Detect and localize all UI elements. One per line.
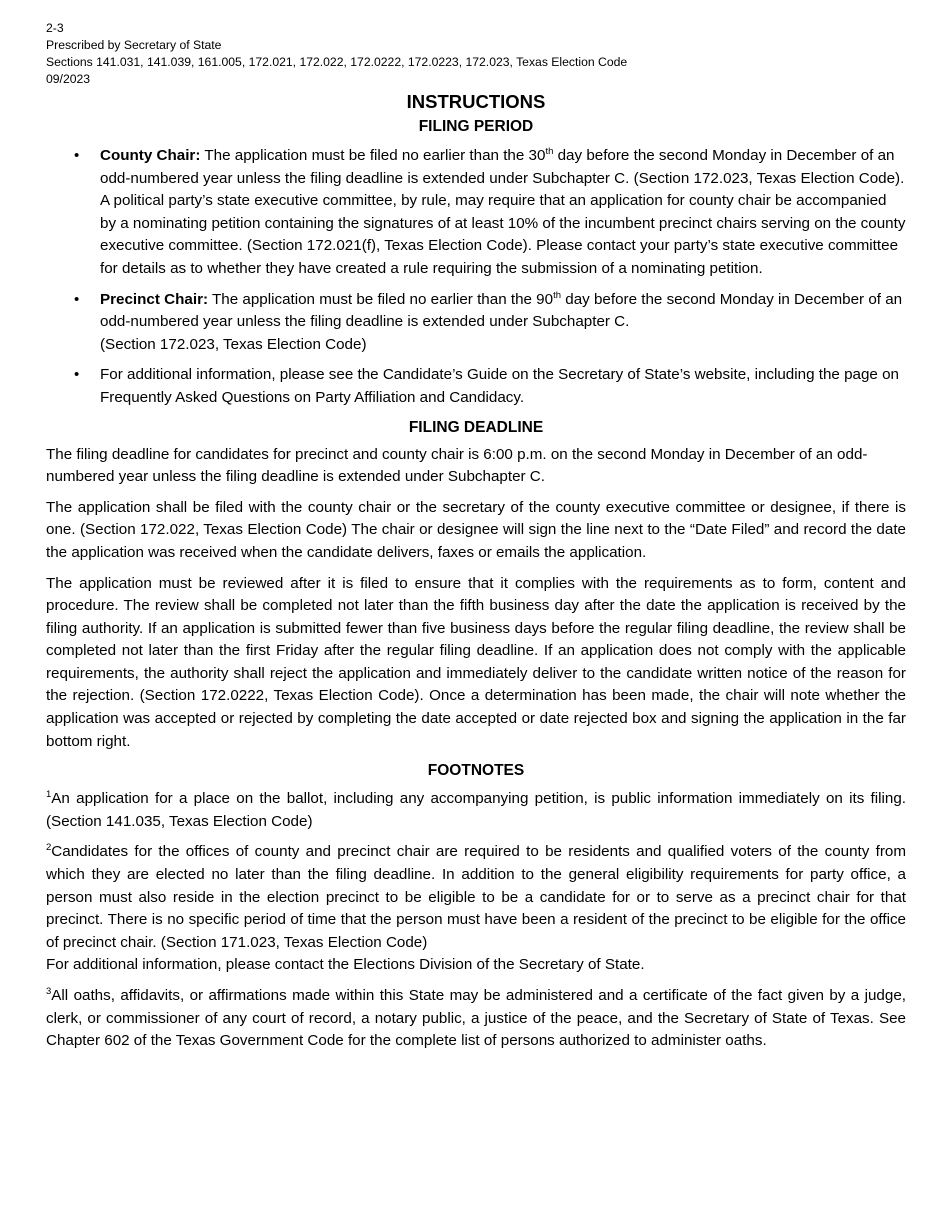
bullet-icon (74, 145, 79, 168)
additional-info-text: For additional information, please see the Candidate’s Guide on the Secretary of State’s website, including the page on Frequently Asked Questions on Party Affiliation and Candidacy. (100, 366, 899, 406)
statute-sections: Sections 141.031, 141.039, 161.005, 172.021, 172.022, 172.0222, 172.0223, 172.023, Texas Election Code (46, 55, 628, 69)
bullet-icon (74, 364, 79, 387)
county-chair-label: County Chair: (100, 147, 201, 164)
filing-deadline-paragraph-3: The application must be reviewed after it is filed to ensure that it complies with the requirements as to form, content and procedure. The review shall be completed not later than the fifth business day after the date the application is received by the filing authority. If an application is submitted fewer than five business days before the regular filing deadline, the review shall be completed not later than the first Friday after the regular filing deadline. If an application does not comply with the applicable requirements, the authority shall reject the application and immediately deliver to the candidate written notice of the reason for the rejection. (Section 172.0222, Texas Election Code). Once a determination has been made, the chair will note whether the application was accepted or rejected by completing the date accepted or date rejected box and signing the application in the far bottom right. (46, 574, 906, 750)
county-chair-ordinal: th (545, 145, 554, 157)
footnote-1 (46, 788, 906, 833)
filing-period-list (46, 145, 906, 410)
filing-deadline-heading: FILING DEADLINE (408, 418, 544, 436)
list-item-additional-info (46, 364, 906, 409)
precinct-chair-label: Precinct Chair: (100, 290, 209, 308)
footnote-2 (46, 841, 906, 977)
list-item-precinct-chair (46, 289, 906, 357)
footnote-1-text: An application for a place on the ballot, including any accompanying petition, is public information immediately on its filing. (Section 141.035, Texas Election Code) (46, 790, 906, 830)
precinct-chair-citation: (Section 172.023, Texas Election Code) (100, 335, 367, 353)
footnote-3-text: All oaths, affidavits, or affirmations made within this State may be administered and a certificate of the fact given by a judge, clerk, or commissioner of any court of record, a notary public, a justice of the peace, and the Secretary of State of Texas. See Chapter 602 of the Texas Government Code for the complete list of persons authorized to administer oaths. (46, 987, 906, 1050)
filing-period-heading: FILING PERIOD (418, 118, 534, 135)
filing-deadline-paragraph-2: The application shall be filed with the county chair or the secretary of the county executive committee or designee, if there is one. (Section 172.022, Texas Election Code) The chair or designee will sign the line next to the “Date Filed” and record the date the application was received when the candidate delivers, faxes or emails the application. (46, 498, 906, 561)
footnote-2-text: Candidates for the offices of county and precinct chair are required to be residents and qualified voters of the county from which they are elected no later than the filing deadline. In addition to the general eligibility requirements for party office, a person must also reside in the election precinct to be eligible to be a candidate for or to serve as a precinct chair for that precinct. There is no specific period of time that the person must have been a resident of the precinct to be eligible for the office of precinct chair. (Section 171.023, Texas Election Code) (46, 843, 906, 951)
precinct-chair-text-a: The application must be filed no earlier than the 90 (208, 290, 554, 308)
form-header (46, 20, 906, 88)
footnote-2-contact: For additional information, please contact the Elections Division of the Secretary of State. (46, 956, 645, 974)
filing-deadline-paragraph-1: The filing deadline for candidates for precinct and county chair is 6:00 p.m. on the second Monday in December of an odd-numbered year unless the filing deadline is extended under Subchapter C. (46, 445, 868, 486)
footnote-1-number: 1 (46, 789, 52, 801)
form-date: 09/2023 (46, 72, 91, 86)
precinct-chair-ordinal: th (553, 289, 562, 301)
bullet-icon (74, 289, 79, 312)
footnote-3 (46, 985, 906, 1053)
footnotes-heading: FOOTNOTES (427, 762, 525, 780)
instructions-page (46, 20, 906, 1061)
footnote-3-number: 3 (46, 985, 52, 997)
county-chair-text-b: day before the second Monday in December of an odd-numbered year unless the filing deadline is extended under Subchapter C. (Section 172.023, Texas Election Code). A political party’s state executive committee, by rule, may require that an application for county chair be accompanied by a nominating petition containing the signatures of at least 10% of the incumbent precinct chairs serving on the county executive committee. (Section 172.021(f), Texas Election Code). Please contact your party’s state executive committee for details as to whether they have created a rule requiring the submission of a nominating petition. (100, 147, 906, 277)
precinct-chair-text-b: day before the second Monday in December of an odd-numbered year unless the filing deadline is extended under Subchapter C. (100, 290, 903, 331)
page-title: INSTRUCTIONS (406, 91, 546, 112)
footnote-2-number: 2 (46, 842, 52, 854)
county-chair-text-a: The application must be filed no earlier than the 30 (200, 147, 546, 164)
list-item-county-chair (46, 145, 906, 281)
prescribed-by: Prescribed by Secretary of State (46, 38, 222, 52)
form-number: 2-3 (46, 21, 64, 35)
